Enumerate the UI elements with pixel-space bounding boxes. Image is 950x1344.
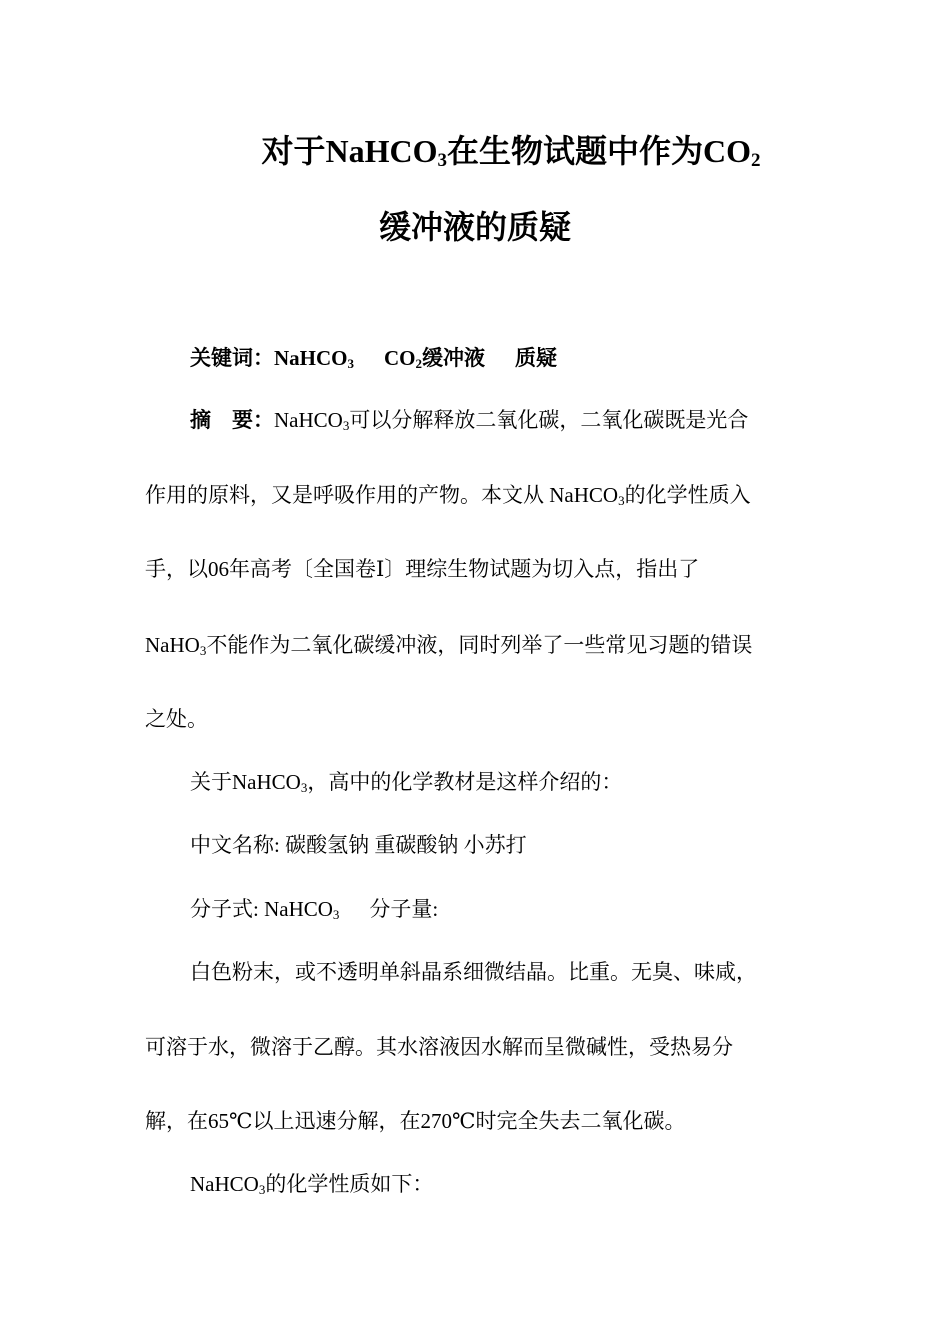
title-subscript-a: 3 [437,150,447,171]
title-line-2: 缓冲液的质疑 [378,209,571,245]
keyword-2: CO [384,346,416,370]
keyword-3: 质疑 [515,346,557,370]
formula-subscript: 3 [332,907,340,922]
description-line-1: 白色粉末，或不透明单斜晶系细微结晶。比重。无臭、味咸， [190,960,757,984]
keyword-1: NaHCO [274,346,348,370]
intro-rest: ，高中的化学教材是这样介绍的： [307,770,623,794]
properties-subscript: 3 [258,1182,266,1197]
properties-text: NaHCO [190,1172,259,1196]
keywords-line [190,344,557,378]
keyword-2-rest: 缓冲液 [422,346,485,370]
properties-rest: 的化学性质如下： [265,1172,434,1196]
description-line-2: 可溶于水，微溶于乙醇。其水溶液因水解而呈微碱性，受热易分 [145,1035,733,1059]
keyword-1-subscript: 3 [347,356,354,371]
abstract-l2-rest: 的化学性质入 [624,483,751,507]
abstract-line-3: 手，以06年高考〔全国卷Ⅰ〕理综生物试题为切入点，指出了 [145,557,700,581]
intro-subscript: 3 [300,780,308,795]
keywords-label: 关键词： [190,346,274,370]
abstract-line-2 [145,481,751,515]
abstract-l2-text: 作用的原料，又是呼吸作用的产物。本文从 NaHCO [145,483,619,507]
keyword-2-subscript: 2 [415,356,422,371]
abstract-l2-subscript: 3 [618,493,625,508]
abstract-l4-text: NaHO [145,633,200,657]
abstract-label: 摘 要： [190,408,274,432]
abstract-l1-subscript: 3 [342,418,350,433]
formula-line [190,895,438,929]
title-text-b: 在生物试题中作为CO [447,133,752,169]
description-line-3: 解，在65℃以上迅速分解，在270℃时完全失去二氧化碳。 [145,1109,686,1133]
abstract-l1-text: NaHCO [274,408,343,432]
molecular-weight-label: 分子量: [369,897,439,921]
abstract-line-4 [145,631,752,665]
intro-paragraph [190,768,622,802]
abstract-l4-rest: 不能作为二氧化碳缓冲液，同时列举了一些常见习题的错误 [206,633,753,657]
properties-heading [190,1170,433,1204]
abstract-line-5: 之处。 [145,707,208,731]
abstract-l4-subscript: 3 [199,643,207,658]
title-line-1 [0,131,950,181]
intro-text: 关于NaHCO [190,770,301,794]
title-text-a: 对于NaHCO [261,133,438,169]
abstract-l1-rest: 可以分解释放二氧化碳，二氧化碳既是光合 [349,408,749,432]
title-subscript-b: 2 [751,150,761,171]
abstract-line-1 [190,406,748,440]
chinese-names-line: 中文名称: 碳酸氢钠 重碳酸钠 小苏打 [190,833,527,857]
formula-text: 分子式: NaHCO [190,897,333,921]
